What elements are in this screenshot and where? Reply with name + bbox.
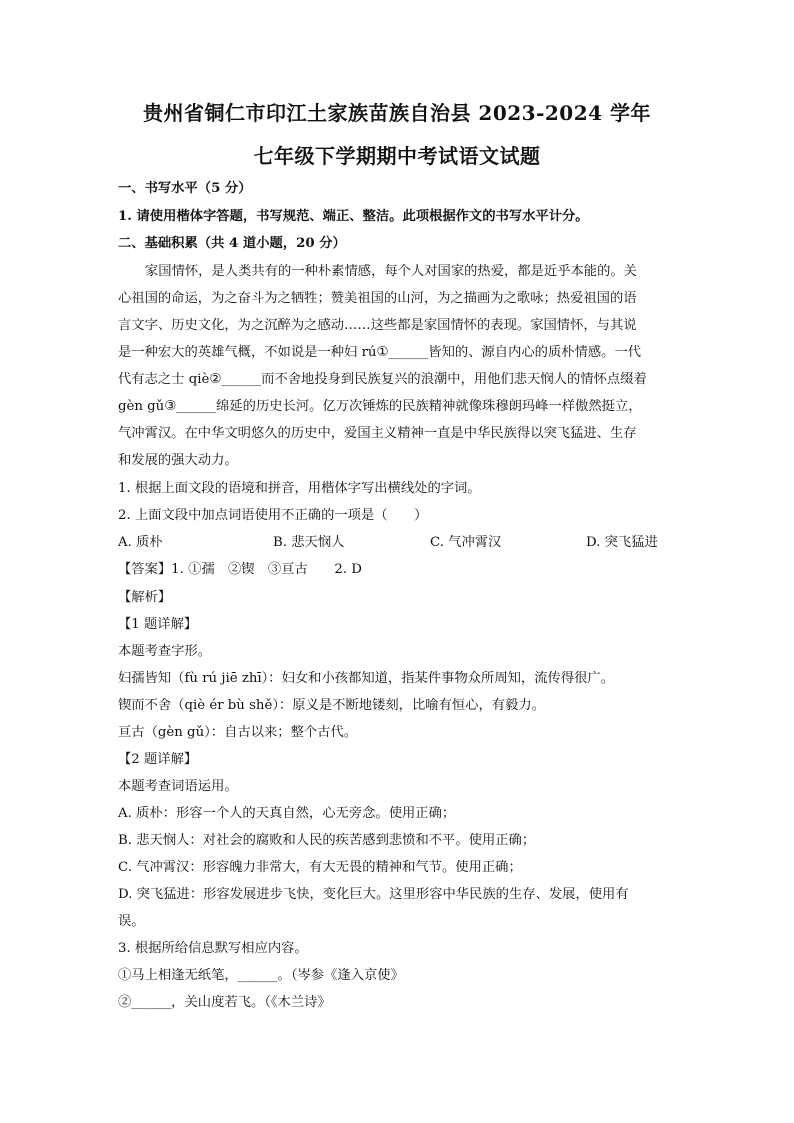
passage-line: gèn gǔ③______绵延的历史长河。亿万次锤炼的民族精神就像珠穆朗玛峰一样傲然挺立， [118,399,642,414]
exam-title-line1: 贵州省铜仁市印江土家族苗族自治县 2023-2024 学年 [142,101,652,125]
detail1-line: 锲而不舍（qiè ér bù shě）：原义是不断地镂刻，比喻有恒心，有毅力。 [118,698,545,713]
detail2-line: D. 突飞猛进：形容发展进步飞快，变化巨大。这里形容中华民族的生存、发展，使用有 [118,887,629,902]
detail2-line: B. 悲天悯人：对社会的腐败和人民的疾苦感到悲愤和不平。使用正确； [118,833,536,848]
passage-line: 是一种宏大的英雄气概，不如说是一种妇 rú①______皆知的、源自内心的质朴情感。一代 [118,345,642,360]
question-3-item: ②______，关山度若飞。（《木兰诗》 [118,995,331,1010]
analysis-heading: 【解析】 [118,590,172,605]
section2-heading: 二、基础积累（共 4 道小题，20 分） [118,236,346,251]
option-c: C. 气冲霄汉 [430,535,502,550]
detail2-line: 误。 [118,914,145,929]
option-b: B. 悲天悯人 [273,535,345,550]
detail1-heading: 【1 题详解】 [118,617,198,632]
question-3-stem: 3. 根据所给信息默写相应内容。 [118,941,308,956]
detail1-line: 亘古（gèn gǔ）：自古以来；整个古代。 [118,725,358,740]
passage-line: 言文字、历史文化，为之沉醉为之感动……这些都是家国情怀的表现。家国情怀，与其说 [118,318,637,333]
option-a: A. 质朴 [118,535,163,550]
question-1: 1. 根据上面文段的语境和拼音，用楷体字写出横线处的字词。 [118,481,481,496]
passage-line: 和发展的强大动力。 [118,453,238,468]
answer-line: 【答案】1. ①孺 ②锲 ③亘古 2. D [118,562,362,577]
option-d: D. 突飞猛进 [586,535,658,550]
section1-heading: 一、书写水平（5 分） [118,181,252,196]
question-2-stem: 2. 上面文段中加点词语使用不正确的一项是（ ） [118,508,428,523]
question-3-item: ①马上相逢无纸笔，______。（岑参《逢入京使》 [118,968,404,983]
passage-line: 气冲霄汉。在中华文明悠久的历史中，爱国主义精神一直是中华民族得以突飞猛进、生存 [118,426,637,441]
passage-line: 代有志之士 qiè②______而不舍地投身到民族复兴的浪潮中，用他们悲天悯人的情怀点缀着 [118,372,647,387]
detail2-line: 本题考查词语运用。 [118,779,238,794]
detail1-line: 本题考查字形。 [118,644,212,659]
passage-line: 心祖国的命运，为之奋斗为之牺牲；赞美祖国的山河，为之描画为之歌咏；热爱祖国的语 [118,291,637,306]
passage-line: 家国情怀，是人类共有的一种朴素情感，每个人对国家的热爱，都是近乎本能的。关 [145,264,637,279]
detail2-line: A. 质朴：形容一个人的天真自然，心无旁念。使用正确； [118,806,456,821]
exam-title-line2: 七年级下学期期中考试语文试题 [253,144,541,168]
detail2-line: C. 气冲霄汉：形容魄力非常大，有大无畏的精神和气节。使用正确； [118,860,522,875]
section1-instruction: 1. 请使用楷体字答题，书写规范、端正、整洁。此项根据作文的书写水平计分。 [118,209,589,224]
detail1-line: 妇孺皆知（fù rú jiē zhī）：妇女和小孩都知道，指某件事物众所周知，流传得很广。 [118,671,615,686]
detail2-heading: 【2 题详解】 [118,752,198,767]
